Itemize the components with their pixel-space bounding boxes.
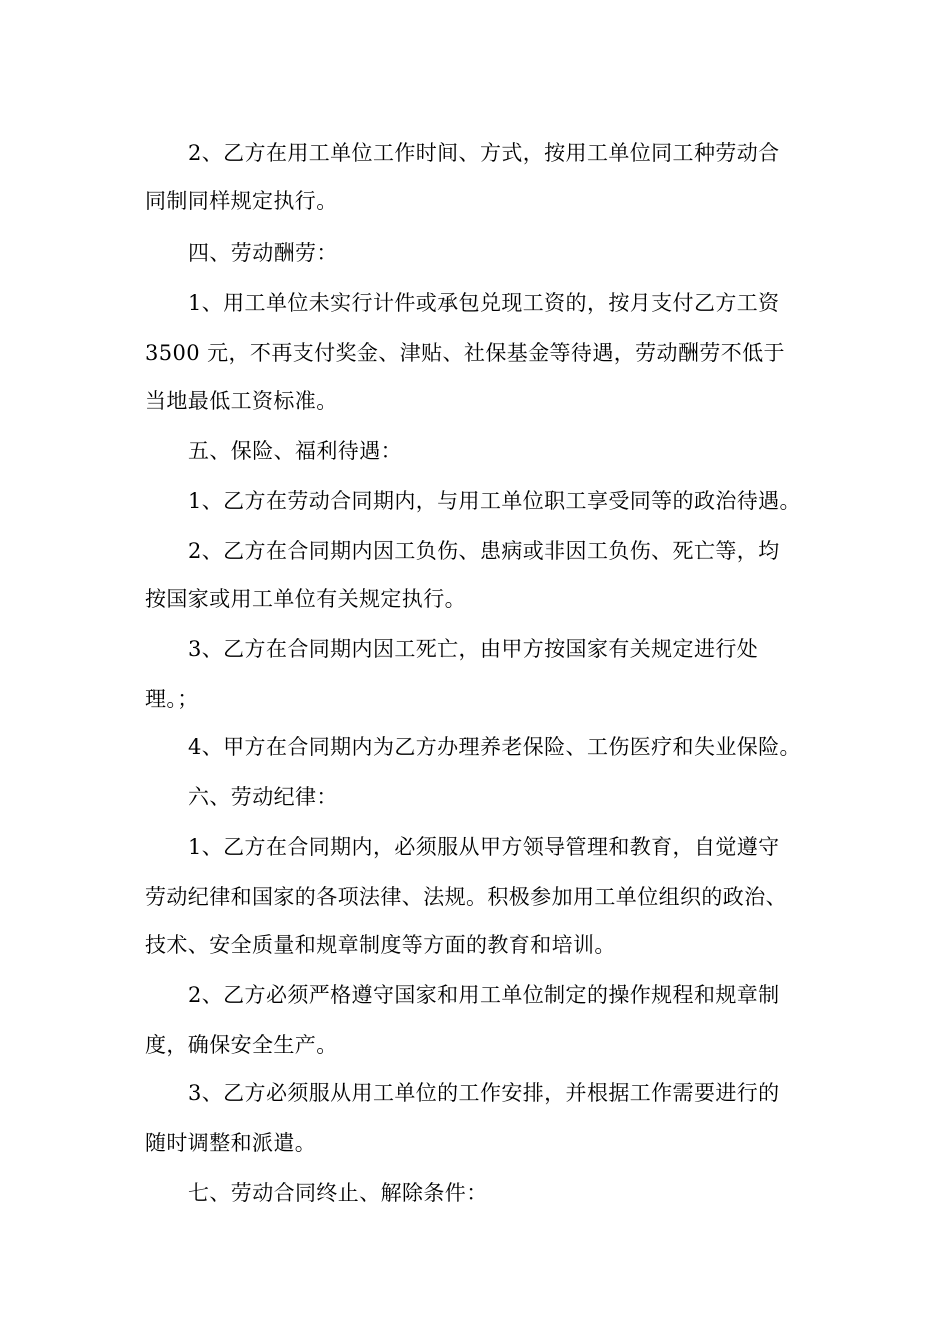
paragraph-line: 当地最低工资标准。	[145, 389, 338, 413]
paragraph-line: 度，确保安全生产。	[145, 1033, 338, 1057]
paragraph-line: 1、乙方在劳动合同期内，与用工单位职工享受同等的政治待遇。	[188, 489, 801, 513]
paragraph-line: 3500 元，不再支付奖金、津贴、社保基金等待遇，劳动酬劳不低于	[145, 341, 785, 365]
paragraph-line: 劳动纪律和国家的各项法律、法规。积极参加用工单位组织的政治、	[145, 885, 787, 909]
paragraph-line: 1、用工单位未实行计件或承包兑现工资的，按月支付乙方工资	[188, 291, 780, 315]
paragraph-line: 随时调整和派遣。	[145, 1131, 317, 1155]
paragraph-line: 2、乙方在合同期内因工负伤、患病或非因工负伤、死亡等，均	[188, 539, 780, 563]
paragraph-line: 4、甲方在合同期内为乙方办理养老保险、工伤医疗和失业保险。	[188, 735, 801, 759]
section-heading: 四、劳动酬劳：	[188, 241, 338, 265]
paragraph-line: 按国家或用工单位有关规定执行。	[145, 587, 466, 611]
paragraph-line: 2、乙方必须严格遵守国家和用工单位制定的操作规程和规章制	[188, 983, 780, 1007]
section-heading: 六、劳动纪律：	[188, 785, 338, 809]
paragraph-line: 1、乙方在合同期内，必须服从甲方领导管理和教育，自觉遵守	[188, 835, 780, 859]
paragraph-line: 技术、安全质量和规章制度等方面的教育和培训。	[145, 933, 616, 957]
section-heading: 五、保险、福利待遇：	[188, 439, 402, 463]
paragraph-line: 3、乙方在合同期内因工死亡，由甲方按国家有关规定进行处	[188, 637, 759, 661]
paragraph-line: 3、乙方必须服从用工单位的工作安排，并根据工作需要进行的	[188, 1081, 780, 1105]
paragraph-line: 同制同样规定执行。	[145, 189, 338, 213]
paragraph-line: 理。；	[145, 687, 199, 711]
paragraph-line: 2、乙方在用工单位工作时间、方式，按用工单位同工种劳动合	[188, 141, 780, 165]
section-heading: 七、劳动合同终止、解除条件：	[188, 1181, 488, 1205]
